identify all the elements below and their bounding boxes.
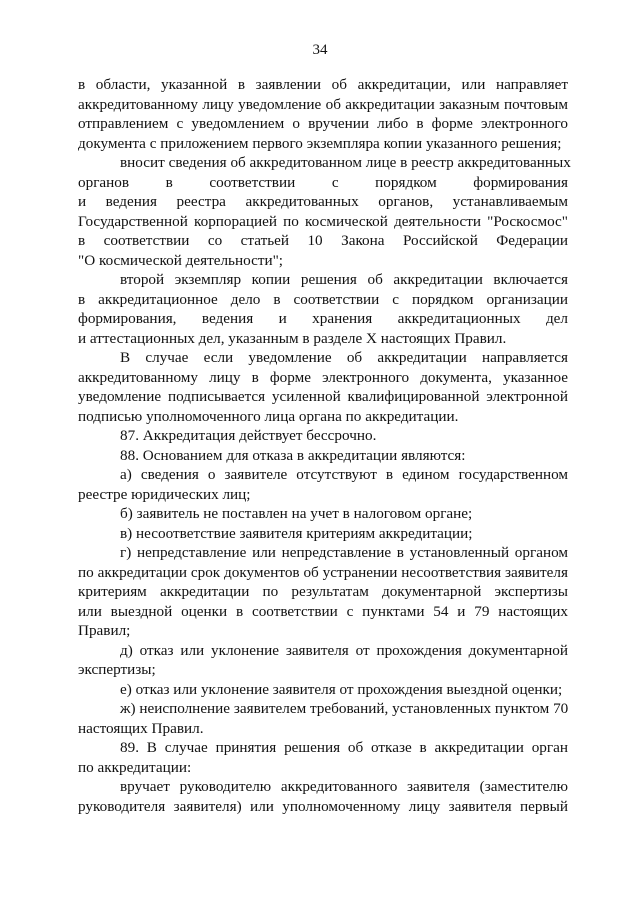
text-line: ж) неисполнение заявителем требований, установленных пунктом 70 [120,700,569,717]
text-line: "О космической деятельности"; [78,251,284,269]
text-line: уведомление подписывается усиленной квалифицированной электронной [78,388,568,405]
text-line: и ведения реестра аккредитованных органов, устанавливаемым [78,193,568,210]
text-line: по аккредитации: [78,758,192,776]
text-line: 87. Аккредитация действует бессрочно. [120,427,377,444]
text-line: Государственной корпорацией по космической деятельности "Роскосмос" [78,212,568,230]
text-line: в области, указанной в заявлении об аккредитации, или направляет [78,76,568,93]
text-line: формирования, ведения и хранения аккредитационных дел [78,310,568,327]
text-line: критериям аккредитации по результатам документарной экспертизы [78,583,568,600]
text-line: д) отказ или уклонение заявителя от прохождения документарной [120,641,568,659]
text-line: 89. В случае принятия решения об отказе в аккредитации орган [120,739,568,756]
page-number: 34 [312,42,328,58]
text-line: в аккредитационное дело в соответствии с порядком организации [78,290,568,308]
text-line: реестре юридических лиц; [78,485,251,503]
text-line: руководителя заявителя) или уполномоченному лицу заявителя первый [78,797,568,815]
text-line: а) сведения о заявителе отсутствуют в едином государственном [120,466,568,483]
text-line: подписью уполномоченного лица органа по аккредитации. [78,407,459,425]
text-line: Правил; [78,622,131,639]
text-line: или выездной оценки в соответствии с пунктами 54 и 79 настоящих [78,602,568,620]
text-line: настоящих Правил. [78,719,204,737]
text-line: второй экземпляр копии решения об аккредитации включается [120,271,568,288]
text-line: г) непредставление или непредставление в установленный органом [120,544,568,561]
text-line: е) отказ или уклонение заявителя от прохождения выездной оценки; [120,680,563,698]
text-line: в соответствии со статьей 10 Закона Российской Федерации [78,232,568,249]
text-line: в) несоответствие заявителя критериям аккредитации; [120,524,473,542]
text-line: б) заявитель не поставлен на учет в налоговом органе; [120,505,473,522]
text-line: 88. Основанием для отказа в аккредитации являются: [120,446,466,464]
text-line: аккредитованному лицу в форме электронного документа, указанное [78,368,568,386]
text-line: вносит сведения об аккредитованном лице в реестр аккредитованных [120,154,571,171]
text-line: экспертизы; [78,661,156,678]
text-line: аккредитованному лицу уведомление об аккредитации заказным почтовым [78,95,568,113]
text-line: отправлением с уведомлением о вручении либо в форме электронного [78,115,568,132]
text-line: В случае если уведомление об аккредитации направляется [120,349,568,366]
text-line: документа с приложением первого экземпляра копии указанного решения; [78,134,562,152]
text-line: вручает руководителю аккредитованного заявителя (заместителю [120,778,568,795]
text-line: по аккредитации срок документов об устранении несоответствия заявителя [78,563,568,581]
text-line: и аттестационных дел, указанным в разделе X настоящих Правил. [78,329,507,347]
document-body [78,75,571,816]
text-line: органов в соответствии с порядком формирования [78,173,568,191]
